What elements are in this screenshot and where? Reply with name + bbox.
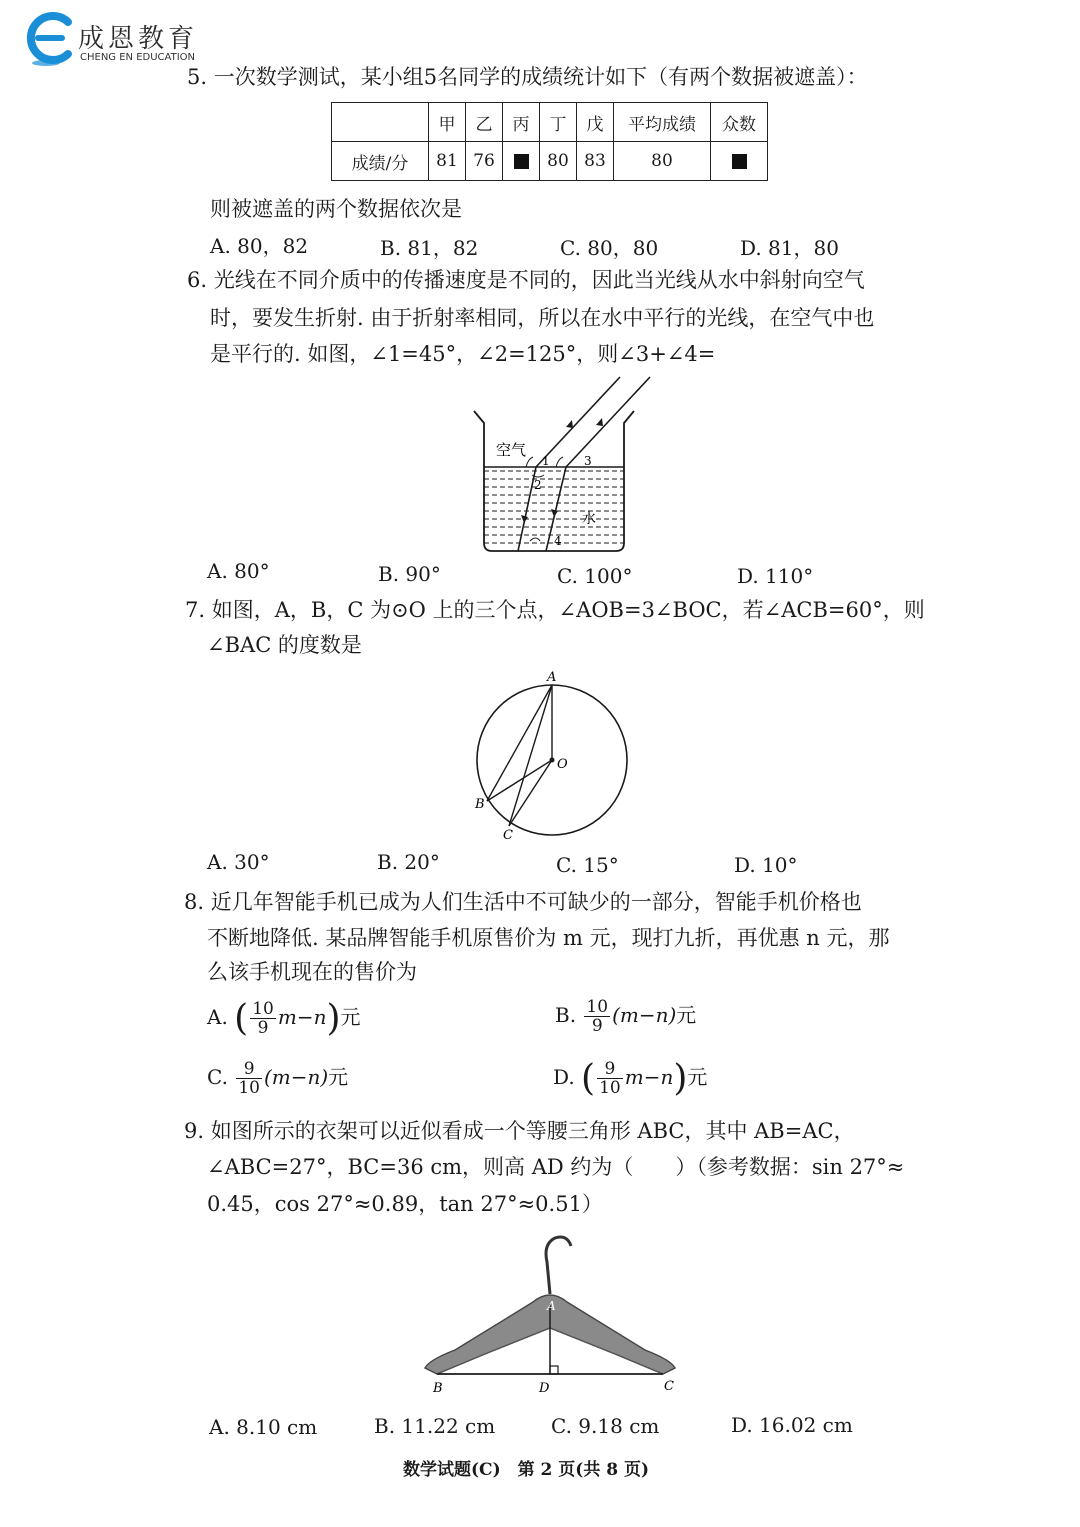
angle-4-label: 4 (554, 534, 562, 548)
arrow-icon (596, 418, 603, 426)
q7-text: 如图，A，B，C 为⊙O 上的三个点，∠AOB=3∠BOC，若∠ACB=60°，则 (211, 598, 925, 622)
angle-3-label: 3 (584, 454, 592, 468)
table-header-cell: 平均成绩 (614, 103, 711, 142)
table-header-cell: 乙 (466, 103, 503, 142)
table-header-cell (332, 103, 429, 142)
q8-option-d: D. ( $\frac{9}{10}$ m−n)元 (553, 1058, 708, 1099)
arrow-icon (551, 509, 558, 517)
point-d-label: D (539, 1381, 550, 1396)
fraction: $\frac{10}{9}$ (586, 997, 609, 1036)
q6-option-b: B. 90° (378, 562, 441, 586)
table-header-cell: 甲 (429, 103, 466, 142)
table-header-cell: 丙 (503, 103, 540, 142)
mask-block (514, 154, 529, 169)
table-row (332, 142, 768, 181)
fraction: $\frac{9}{10}$ (599, 1059, 621, 1098)
q5-option-c: C. 80，80 (560, 236, 659, 260)
q5-option-d: D. 81，80 (740, 236, 839, 260)
q9-line-1 (184, 1117, 855, 1145)
page-footer: 数学试题(C) 第 2 页(共 8 页) (403, 1460, 650, 1480)
q6-line-1 (187, 266, 865, 294)
q5-option-a: A. 80，82 (210, 234, 309, 258)
angle-2-label: 2 (534, 478, 542, 492)
point-b-label: B (433, 1381, 443, 1396)
q8-option-a: A. ( $\frac{10}{9}$ m−n)元 (207, 998, 361, 1039)
point-c-label: C (664, 1379, 674, 1394)
center-dot-icon (550, 758, 555, 763)
right-angle-icon (550, 1366, 558, 1374)
angle-1-label: 1 (542, 454, 550, 468)
q9-text: 如图所示的衣架可以近似看成一个等腰三角形 ABC，其中 AB=AC， (210, 1119, 855, 1143)
q7-option-c: C. 15° (556, 853, 619, 877)
point-a-label: A (547, 1299, 556, 1313)
q8-option-b: B. $\frac{10}{9}$ (m−n)元 (555, 997, 697, 1036)
q9-option-a: A. 8.10 cm (209, 1415, 318, 1439)
table-header-cell: 丁 (540, 103, 577, 142)
q7-option-a: A. 30° (207, 850, 270, 874)
brand-logo-icon (22, 8, 78, 68)
table-cell-masked (711, 142, 768, 181)
table-header-cell: 戊 (577, 103, 614, 142)
point-b-label: B (475, 797, 485, 812)
q9-option-d: D. 16.02 cm (731, 1413, 853, 1437)
q8-option-c: C. $\frac{9}{10}$ (m−n)元 (207, 1059, 349, 1098)
point-o-label: O (557, 757, 568, 772)
table-cell: 81 (429, 142, 466, 181)
q6-option-c: C. 100° (557, 564, 633, 588)
q7-option-d: D. 10° (734, 853, 798, 877)
table-cell: 80 (614, 142, 711, 181)
q7-circle-figure (465, 668, 645, 848)
q9-option-b: B. 11.22 cm (374, 1414, 496, 1438)
q5-stem-text: 一次数学测试，某小组5名同学的成绩统计如下（有两个数据被遮盖）： (213, 65, 868, 89)
table-header-row (332, 103, 768, 142)
q6-beaker-figure (470, 375, 670, 555)
q7-number: 7. (185, 598, 206, 622)
q6-text: 光线在不同介质中的传播速度是不同的，因此当光线从水中斜射向空气 (213, 268, 865, 292)
point-c-label: C (503, 828, 513, 843)
q9-line-3: 0.45，cos 27°≈0.89，tan 27°≈0.51） (207, 1192, 603, 1216)
q6-number: 6. (187, 268, 208, 292)
q5-stem (187, 63, 868, 91)
q6-option-a: A. 80° (207, 559, 270, 583)
table-row-label: 成绩/分 (332, 142, 429, 181)
q5-number: 5. (187, 65, 208, 89)
water-label: 水 (582, 511, 596, 527)
q9-option-c: C. 9.18 cm (551, 1414, 660, 1438)
brand-name-en: CHENG EN EDUCATION (80, 52, 195, 63)
q5-option-b: B. 81，82 (380, 236, 479, 260)
table-cell: 83 (577, 142, 614, 181)
arrow-icon (566, 420, 573, 428)
q6-option-d: D. 110° (737, 564, 814, 588)
fraction: $\frac{10}{9}$ (252, 999, 274, 1038)
q6-line-2: 时，要发生折射. 由于折射率相同，所以在水中平行的光线，在空气中也 (210, 306, 875, 330)
mask-block (732, 154, 747, 169)
q8-line-2: 不断地降低. 某品牌智能手机原售价为 m 元，现打九折，再优惠 n 元，那 (207, 926, 890, 950)
hanger-hook-icon (546, 1237, 571, 1294)
q8-line-1 (184, 888, 862, 916)
q8-line-3: 么该手机现在的售价为 (207, 960, 417, 984)
q6-line-3: 是平行的. 如图，∠1=45°，∠2=125°，则∠3+∠4= (210, 342, 716, 366)
brand-name: 成恩教育 (78, 24, 199, 54)
q7-line-2: ∠BAC 的度数是 (207, 633, 362, 657)
q5-question: 则被遮盖的两个数据依次是 (210, 197, 462, 221)
q8-text: 近几年智能手机已成为人们生活中不可缺少的一部分，智能手机价格也 (210, 890, 862, 914)
q5-score-table (331, 102, 768, 181)
table-cell: 76 (466, 142, 503, 181)
q9-line-2: ∠ABC=27°，BC=36 cm，则高 AD 约为（ ）（参考数据：sin 27°≈ (207, 1155, 905, 1179)
brand-logo (22, 8, 222, 68)
table-header-cell: 众数 (711, 103, 768, 142)
table-cell: 80 (540, 142, 577, 181)
q7-option-b: B. 20° (377, 850, 440, 874)
point-a-label: A (547, 670, 557, 685)
fraction: $\frac{9}{10}$ (238, 1059, 260, 1098)
q9-hanger-figure (415, 1232, 685, 1402)
q7-line-1 (185, 596, 925, 624)
q9-number: 9. (184, 1119, 205, 1143)
air-label: 空气 (496, 441, 527, 459)
q8-number: 8. (184, 890, 205, 914)
table-cell-masked (503, 142, 540, 181)
